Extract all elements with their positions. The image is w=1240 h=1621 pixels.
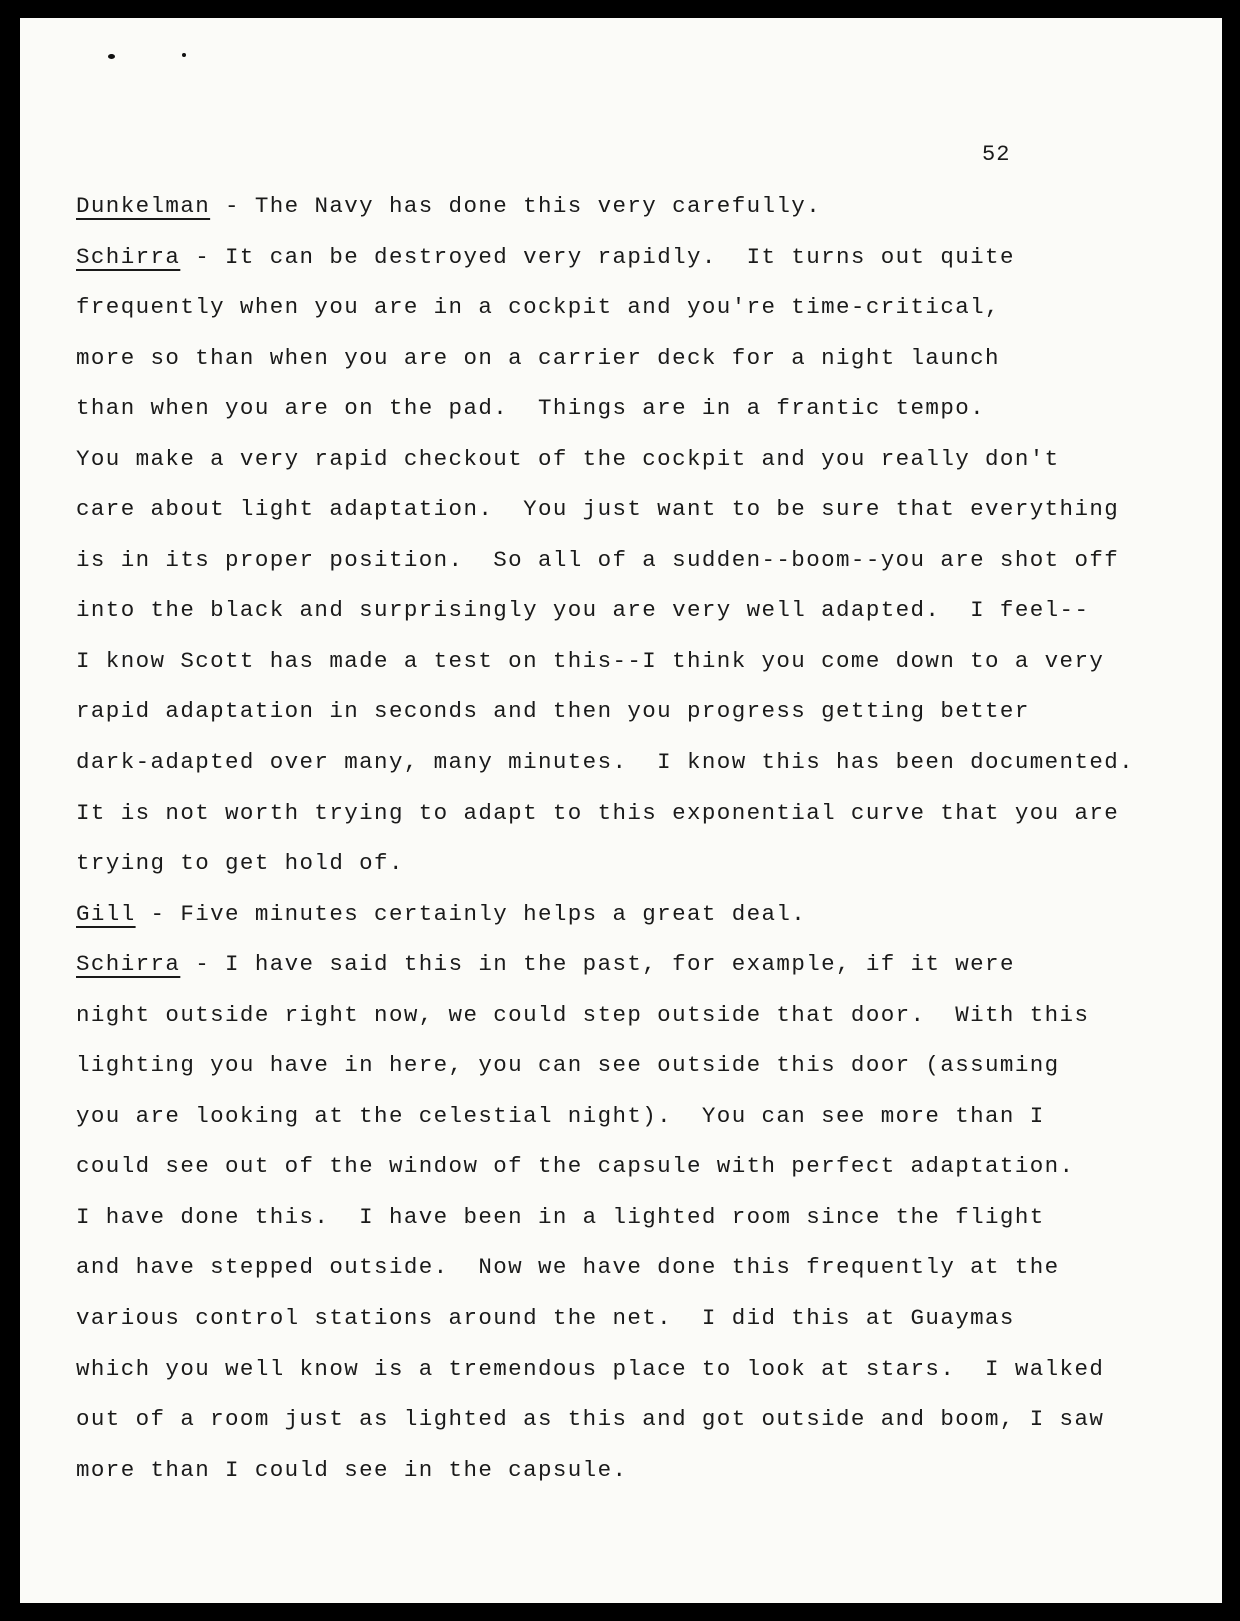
transcript-line [76, 1344, 1186, 1395]
line-text: which you well know is a tremendous place to look at stars. I walked [76, 1355, 1105, 1382]
line-text: rapid adaptation in seconds and then you progress getting better [76, 698, 1030, 725]
document-page [20, 18, 1222, 1603]
transcript-line [76, 333, 1186, 384]
line-text: care about light adaptation. You just want to be sure that everything [76, 496, 1120, 523]
page-number: 52 [982, 142, 1011, 167]
transcript-line [76, 939, 1186, 990]
line-text: - It can be destroyed very rapidly. It turns out quite [180, 243, 1015, 270]
line-text: could see out of the window of the capsule with perfect adaptation. [76, 1153, 1075, 1180]
line-text: - The Navy has done this very carefully. [210, 193, 822, 219]
line-text: I have done this. I have been in a lighted room since the flight [76, 1203, 1045, 1230]
transcript-line [76, 383, 1186, 434]
line-text: is in its proper position. So all of a sudden--boom--you are shot off [76, 546, 1120, 573]
transcript-line [76, 535, 1186, 586]
transcript-line [76, 788, 1186, 839]
line-text: out of a room just as lighted as this and got outside and boom, I saw [76, 1406, 1105, 1433]
line-text: various control stations around the net. I did this at Guaymas [76, 1305, 1015, 1332]
line-text: dark-adapted over many, many minutes. I know this has been documented. [76, 749, 1135, 776]
transcript-line [76, 1192, 1186, 1243]
transcript-line [76, 434, 1186, 485]
transcript-line [76, 686, 1186, 737]
line-text: night outside right now, we could step outside that door. With this [76, 1001, 1090, 1028]
transcript-line [76, 1293, 1186, 1344]
ink-speck [108, 54, 115, 59]
line-text: - Five minutes certainly helps a great deal. [135, 900, 807, 927]
transcript-line [76, 282, 1186, 333]
line-text: into the black and surprisingly you are very well adapted. I feel-- [76, 597, 1090, 624]
line-text: trying to get hold of. [76, 850, 404, 877]
line-text: you are looking at the celestial night). You can see more than I [76, 1102, 1045, 1129]
transcript-line [76, 585, 1186, 636]
line-text: and have stepped outside. Now we have done this frequently at the [76, 1254, 1060, 1281]
transcript-line [76, 737, 1186, 788]
speaker-name: Schirra [76, 951, 181, 978]
line-text: lighting you have in here, you can see outside this door (assuming [76, 1052, 1060, 1079]
transcript-body [76, 181, 1186, 1495]
transcript-line [76, 889, 1186, 940]
transcript-line [76, 1091, 1186, 1142]
line-text: than when you are on the pad. Things are in a frantic tempo. [76, 395, 986, 422]
speaker-name: Gill [76, 900, 136, 927]
speaker-name: Schirra [76, 243, 181, 270]
transcript-line [76, 181, 1186, 232]
line-text: You make a very rapid checkout of the cockpit and you really don't [76, 445, 1060, 472]
line-text: more so than when you are on a carrier deck for a night launch [76, 344, 1000, 371]
transcript-line [76, 1394, 1186, 1445]
line-text: It is not worth trying to adapt to this exponential curve that you are [76, 799, 1120, 826]
line-text: I know Scott has made a test on this--I think you come down to a very [76, 647, 1105, 674]
line-text: more than I could see in the capsule. [76, 1456, 628, 1483]
transcript-line [76, 484, 1186, 535]
speaker-name: Dunkelman [76, 193, 211, 219]
transcript-line [76, 1445, 1186, 1496]
transcript-line [76, 232, 1186, 283]
ink-speck [182, 53, 186, 57]
transcript-line [76, 838, 1186, 889]
transcript-line [76, 1242, 1186, 1293]
transcript-line [76, 636, 1186, 687]
transcript-line [76, 1141, 1186, 1192]
line-text: - I have said this in the past, for example, if it were [180, 951, 1015, 978]
transcript-line [76, 1040, 1186, 1091]
transcript-line [76, 990, 1186, 1041]
line-text: frequently when you are in a cockpit and you're time-critical, [76, 294, 1000, 321]
